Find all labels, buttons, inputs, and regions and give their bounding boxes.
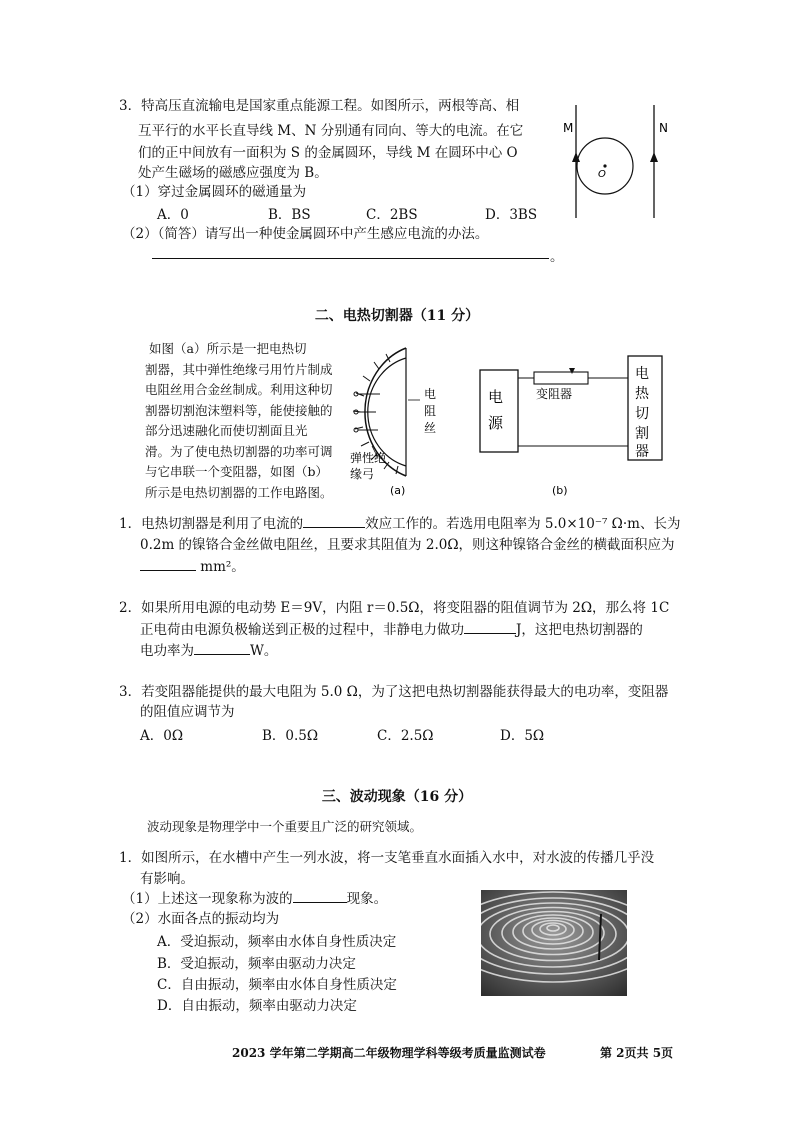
q3-line-4: 处产生磁场的磁感应强度为 B。 [138,165,328,181]
s2-q1-blank-1[interactable] [303,513,365,528]
cutter-char-5: 器 [635,444,649,460]
circuit-figure-b [474,350,666,500]
q3-line-1: 3．特高压直流输电是国家重点能源工程。如图所示，两根等高、相 [119,98,520,114]
q3-sub2: （2）（简答）请写出一种使金属圆环中产生感应电流的办法。 [122,226,489,242]
s2-q3-option-c[interactable]: C．2.5Ω [377,728,434,744]
wires-ring-figure [555,100,690,225]
s2-q2-line-3: 电功率为 W。 [140,640,277,661]
s3-q1-option-b[interactable]: B．受迫振动，频率由驱动力决定 [157,956,356,972]
bow-label-2: 缘弓 [350,467,375,481]
cutter-char-3: 切 [635,406,649,422]
s2-q1-line-2: 0.2m 的镍铬合金丝做电阻丝，且要求其阻值为 2.0Ω，则这种镍铬合金丝的横截面积应为 [140,537,675,553]
cutter-char-1: 电 [635,366,649,382]
section-3-intro: 波动现象是物理学中一个重要且广泛的研究领域。 [147,819,423,834]
wire-label-1: 电 [424,387,437,401]
s3-q1-option-c[interactable]: C．自由振动，频率由水体自身性质决定 [157,977,397,993]
label-o: O [598,169,606,180]
fig-a-caption: (a) [390,484,406,497]
wire-label-2: 阻 [424,404,437,418]
s2-q3-line-1: 3．若变阻器能提供的最大电阻为 5.0 Ω，为了这把电热切割器能获得最大的电功率，变阻器 [119,684,669,700]
q3-number: 3． [119,98,142,114]
fig-b-caption: (b) [552,484,568,497]
s2-q1-blank-2[interactable] [140,556,196,571]
source-char-1: 电 [488,388,504,406]
s2-q2-blank-1[interactable] [464,619,516,634]
s2-q3-option-b[interactable]: B．0.5Ω [262,728,319,744]
s2-q2-line-2: 正电荷由电源负极输送到正极的过程中，非静电力做功 J，这把电热切割器的 [140,619,643,640]
q3-answer-line[interactable] [152,258,549,259]
s3-q1-line-1: 1．如图所示，在水槽中产生一列水波，将一支笔垂直水面插入水中，对水波的传播几乎没 [119,850,655,866]
q3-option-c[interactable]: C．2BS [366,207,418,223]
cutter-figure-a [346,338,456,500]
footer-title: 2023 学年第二学期高二年级物理学科等级考质量监测试卷 [232,1046,546,1060]
s3-q1-sub1: （1）上述这一现象称为波的 现象。 [122,888,387,909]
s2-q2-line-1: 2．如果所用电源的电动势 E＝9V，内阻 r＝0.5Ω，将变阻器的阻值调节为 2Ω，那么将 1C [119,600,670,616]
q3-option-d[interactable]: D．3BS [485,207,538,223]
bow-label-1: 弹性绝 [350,451,387,465]
s3-q1-option-d[interactable]: D．自由振动，频率由驱动力决定 [157,998,357,1014]
q3-line-2: 互平行的水平长直导线 M、N 分别通有同向、等大的电流。在它 [138,123,524,139]
q3-line-3: 们的正中间放有一面积为 S 的金属圆环，导线 M 在圆环中心 O [138,145,518,161]
q3-option-a[interactable]: A．0 [157,207,189,223]
section-2-intro: 如图（a）所示是一把电热切 割器，其中弹性绝缘弓用竹片制成 电阻丝用合金丝制成。利用这种切 割器切割泡沫塑料等，能使接触的 部分迅速融化而使切割面且光 滑。为了使电热切割器的功率可调 与它串联一个变阻器，如图（b） 所示是电热切割器的工作电路图。 [145,341,333,500]
s2-q3-line-2: 的阻值应调节为 [140,704,235,720]
s2-q1-line-3: mm²。 [140,556,245,577]
s2-q3-option-a[interactable]: A．0Ω [140,728,184,744]
s3-q1-option-a[interactable]: A．受迫振动，频率由水体自身性质决定 [157,934,397,950]
q3-option-b[interactable]: B．BS [268,207,311,223]
label-m: M [563,121,574,135]
cutter-char-4: 割 [635,426,649,442]
section-2-title: 二、电热切割器（11 分） [314,308,480,324]
footer-page: 第 2页共 5页 [600,1046,674,1060]
q3-sub1: （1）穿过金属圆环的磁通量为 [122,184,307,200]
s2-q2-blank-2[interactable] [194,640,250,655]
cutter-char-2: 热 [635,386,649,402]
label-n: N [659,121,668,135]
section-3-title: 三、波动现象（16 分） [321,789,473,805]
wire-label-3: 丝 [424,421,437,435]
s3-q1-sub2: （2）水面各点的振动均为 [122,911,280,927]
rheostat-label: 变阻器 [536,387,573,401]
s2-q3-option-d[interactable]: D．5Ω [500,728,545,744]
power-source-box [480,370,518,452]
rheostat-box [534,372,588,384]
source-char-2: 源 [488,414,504,432]
s3-q1-blank[interactable] [293,888,347,903]
water-wave-photo [481,890,627,996]
wire-n-arrow [650,152,658,162]
s3-q1-line-2: 有影响。 [140,871,194,887]
ring-center-dot [603,164,606,167]
q3-end-mark: 。 [550,249,564,265]
s2-q1-line-1: 1．电热切割器是利用了电流的 效应工作的。若选用电阻率为 5.0×10⁻⁷ Ω·m、长为 [119,513,680,534]
